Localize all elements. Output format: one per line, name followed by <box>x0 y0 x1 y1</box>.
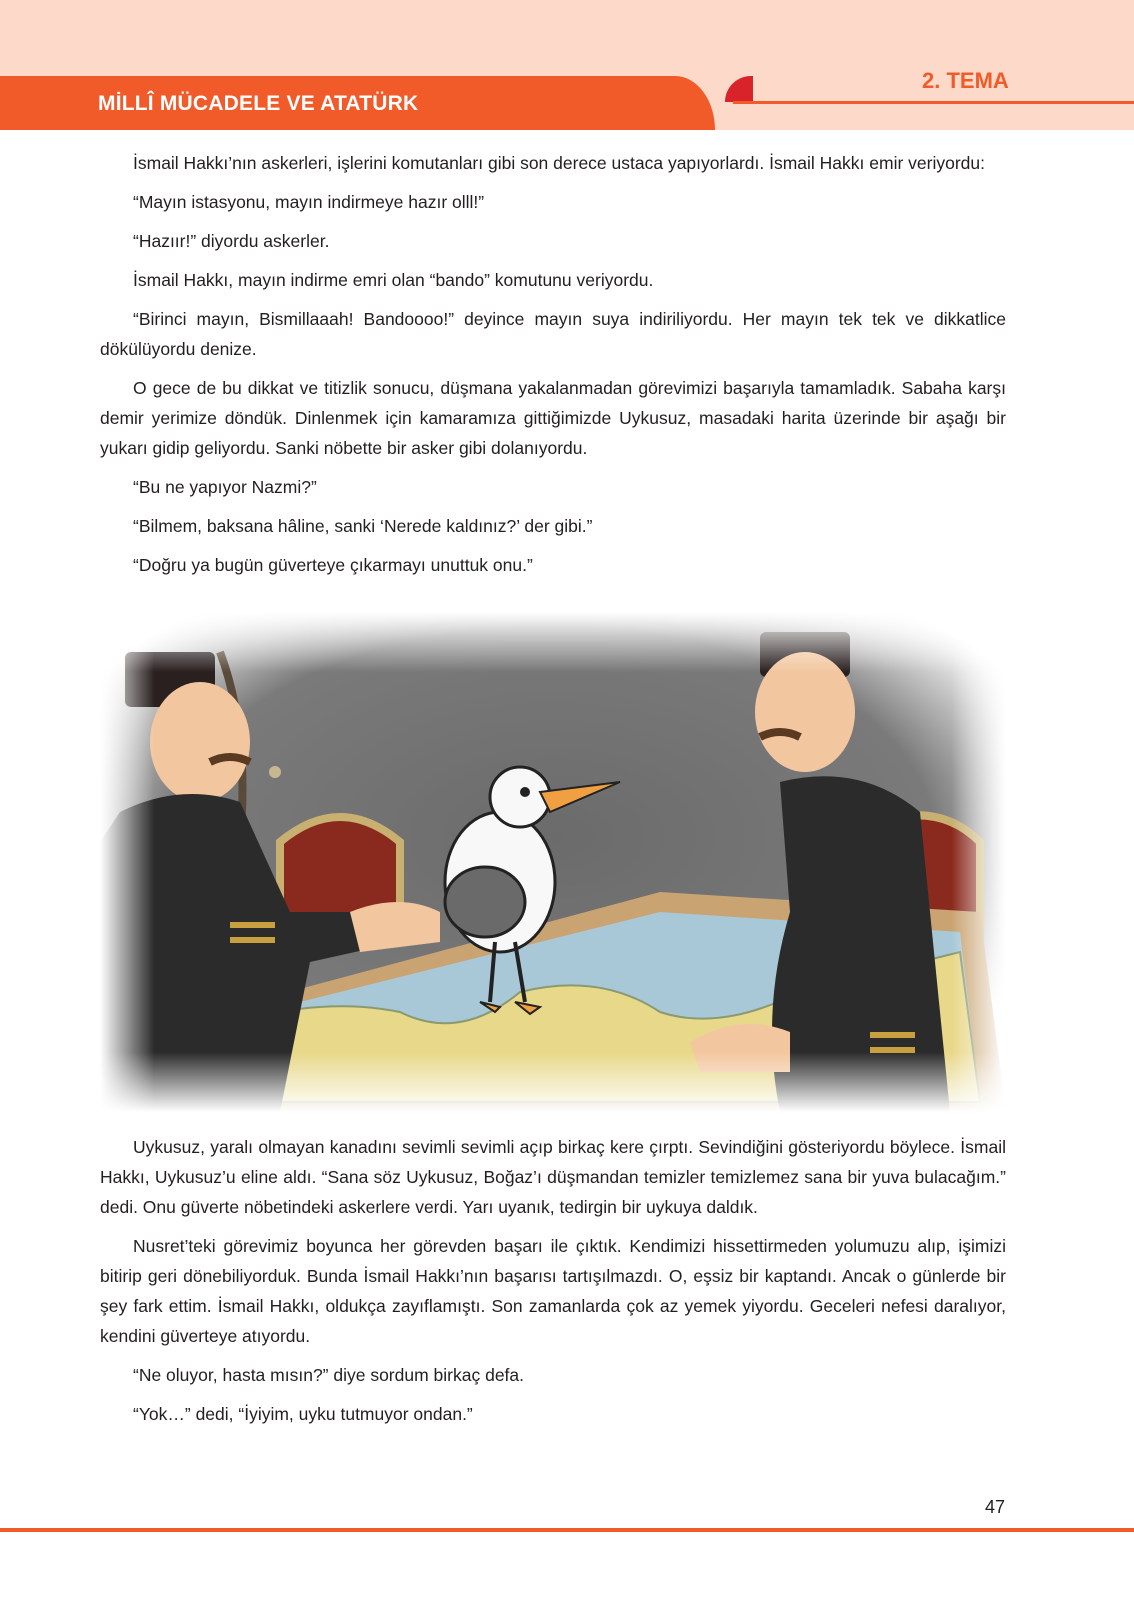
paragraph: “Bu ne yapıyor Nazmi?” <box>133 477 317 497</box>
paragraph: “Bilmem, baksana hâline, sanki ‘Nerede kaldınız?’ der gibi.” <box>133 516 593 536</box>
paragraph: İsmail Hakkı’nın askerleri, işlerini komutanları gibi son derece ustaca yapıyorlardı. İsmail Hakkı emir veriyordu: <box>133 153 985 173</box>
paragraph: “Hazıır!” diyordu askerler. <box>133 231 330 251</box>
unit-title: MİLLÎ MÜCADELE VE ATATÜRK <box>98 92 419 115</box>
paragraph: “Yok…” dedi, “İyiyim, uyku tutmuyor ondan.” <box>133 1404 473 1424</box>
theme-label: 2. TEMA <box>922 68 1009 93</box>
illustration-officers-seagull <box>100 612 1006 1112</box>
text-block-top <box>100 148 1006 589</box>
page-number: 47 <box>985 1497 1006 1517</box>
paragraph: Uykusuz, yaralı olmayan kanadını sevimli sevimli açıp birkaç kere çırptı. Sevindiğini gösteriyordu böylece. İsmail Hakkı, Uykusuz’u eline aldı. “Sana söz Uykusuz, Boğaz’ı düşmandan temizler temizlemez sana bir yuva bulacağım.” dedi. Onu güverte nöbetindeki askerlere verdi. Yarı uyanık, tedirgin bir uykuya daldık. <box>100 1137 1006 1217</box>
paragraph: “Mayın istasyonu, mayın indirmeye hazır olll!” <box>133 192 485 212</box>
theme-underline <box>733 101 1134 104</box>
paragraph: İsmail Hakkı, mayın indirme emri olan “bando” komutunu veriyordu. <box>133 270 654 290</box>
paragraph: O gece de bu dikkat ve titizlik sonucu, düşmana yakalanmadan görevimizi başarıyla tamamladık. Sabaha karşı demir yerimize döndük. Dinlenmek için kamaramıza gittiğimizde Uykusuz, masadaki harita üzerinde bir aşağı bir yukarı gidip geliyordu. Sanki nöbette bir asker gibi dolanıyordu. <box>100 378 1006 458</box>
paragraph: “Doğru ya bugün güverteye çıkarmayı unuttuk onu.” <box>133 555 533 575</box>
paragraph: “Birinci mayın, Bismillaaah! Bandoooo!” deyince mayın suya indiriliyordu. Her mayın tek tek ve dikkatlice dökülüyordu denize. <box>100 309 1006 359</box>
paragraph: Nusret’teki görevimiz boyunca her görevden başarı ile çıktık. Kendimizi hissettirmeden yolumuzu alıp, işimizi bitirip geri dönebiliyorduk. Bunda İsmail Hakkı’nın başarısı tartışılmazdı. O, eşsiz bir kaptandı. Ancak o günlerde bir şey fark ettim. İsmail Hakkı, oldukça zayıflamıştı. Son zamanlarda çok az yemek yiyordu. Geceleri nefesi daralıyor, kendini güverteye atıyordu. <box>100 1236 1006 1346</box>
text-block-bottom <box>100 1132 1006 1438</box>
paragraph: “Ne oluyor, hasta mısın?” diye sordum birkaç defa. <box>133 1365 525 1385</box>
footer-line <box>0 1528 1134 1532</box>
